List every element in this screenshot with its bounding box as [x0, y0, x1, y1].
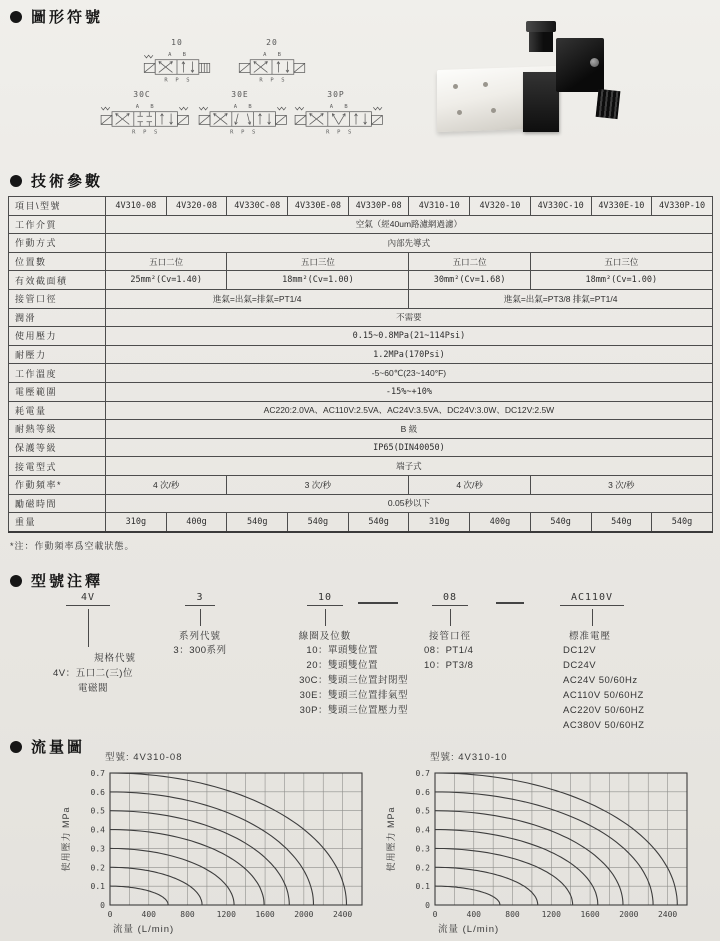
svg-text:0.4: 0.4 [90, 825, 105, 835]
spec-cell: B 級 [106, 420, 713, 439]
svg-text:0.1: 0.1 [415, 882, 430, 892]
svg-text:400: 400 [141, 910, 156, 919]
svg-text:R: R [326, 129, 330, 136]
legend-item: 電磁閥 [77, 683, 108, 694]
spec-cell: 五口三位 [530, 252, 712, 271]
legend-connector-line [88, 609, 89, 647]
legend-item: AC110V 50/60HZ [563, 690, 644, 701]
legend-items-voltage [563, 643, 644, 733]
spec-row-label: 潤滑 [9, 308, 106, 327]
flow-chart-svg [380, 746, 710, 941]
spec-model-header: 4V310-08 [106, 197, 167, 216]
svg-text:P: P [337, 129, 341, 136]
svg-text:A: A [135, 104, 140, 111]
y-axis-label: 使用壓力 MPa [386, 806, 396, 872]
spec-cell: 400g [166, 513, 227, 532]
svg-text:S: S [347, 129, 352, 136]
table-row [9, 494, 713, 513]
spec-row-label: 接管口徑 [9, 289, 106, 308]
table-row [9, 364, 713, 383]
table-header-row [9, 197, 713, 216]
spec-cell: IP65(DIN40050) [106, 438, 713, 457]
legend-item: 3：300系列 [173, 645, 227, 656]
legend-item: 4V：五口二(三)位 [53, 668, 133, 679]
spec-cell: 540g [652, 513, 713, 532]
table-row [9, 457, 713, 476]
table-row [9, 308, 713, 327]
legend-group-title-series: 系列代號 [178, 631, 221, 642]
spec-model-header: 4V320-08 [166, 197, 227, 216]
spec-row-label: 電壓範圍 [9, 382, 106, 401]
legend-items-series [152, 643, 248, 658]
legend-item: AC24V 50/60Hz [563, 675, 638, 686]
svg-text:S: S [186, 77, 190, 84]
legend-item: 10 ：單頭雙位置 [306, 645, 379, 656]
svg-text:0.3: 0.3 [415, 844, 430, 854]
model-code-port: 08 [432, 592, 468, 606]
spec-row-label: 工作溫度 [9, 364, 106, 383]
spec-cell: 0.15~0.8MPa(21~114Psi) [106, 327, 713, 346]
section-title: 型號注釋 [31, 573, 104, 590]
legend-connector-line [592, 609, 593, 626]
table-row [9, 215, 713, 234]
spec-model-header: 4V330C-10 [530, 197, 591, 216]
model-code-series: 3 [185, 592, 215, 606]
spec-cell: 4 次/秒 [409, 475, 530, 494]
symbol-label: 20 [266, 38, 278, 47]
symbol-label: 30P [327, 90, 345, 99]
svg-text:2000: 2000 [294, 910, 314, 919]
legend-connector-line [450, 609, 451, 626]
table-row [9, 438, 713, 457]
legend-item: 08：PT1/4 [424, 645, 474, 656]
spec-row-label: 位置數 [9, 252, 106, 271]
cable-gland [596, 89, 621, 119]
svg-text:2000: 2000 [619, 910, 639, 919]
spec-cell: 0.05秒以下 [106, 494, 713, 513]
spec-cell: 1.2MPa(170Psi) [106, 345, 713, 364]
spec-cell: 18mm²(Cv=1.00) [227, 271, 409, 290]
spec-cell: 五口三位 [227, 252, 409, 271]
svg-text:0: 0 [425, 901, 430, 910]
svg-text:0: 0 [100, 901, 105, 910]
svg-text:0.2: 0.2 [415, 863, 430, 873]
legend-items-coil [292, 643, 422, 718]
flow-chart-4v310-10 [380, 746, 710, 941]
spec-row-label: 使用壓力 [9, 327, 106, 346]
spec-cell: 3 次/秒 [227, 475, 409, 494]
svg-text:P: P [143, 129, 147, 136]
spec-cell: -15%~+10% [106, 382, 713, 401]
legend-connector-line [325, 609, 326, 626]
spec-cell: 不需要 [106, 308, 713, 327]
valve-symbol-svg [190, 99, 290, 139]
svg-text:B: B [248, 104, 252, 111]
section-title: 技術參數 [31, 173, 104, 190]
spec-model-header: 4V310-10 [409, 197, 470, 216]
spec-cell: 進氣=出氣=PT3/8 排氣=PT1/4 [409, 289, 712, 308]
table-row [9, 420, 713, 439]
svg-text:A: A [168, 52, 172, 59]
section-title: 圖形符號 [31, 9, 104, 26]
svg-text:0.7: 0.7 [90, 769, 105, 778]
spec-cell: 3 次/秒 [530, 475, 712, 494]
spec-row-label: 工作介質 [9, 215, 106, 234]
flow-curve [110, 773, 347, 905]
svg-text:S: S [281, 77, 285, 84]
svg-text:800: 800 [180, 910, 195, 919]
svg-text:800: 800 [505, 910, 520, 919]
spec-cell: AC220:2.0VA、AC110V:2.5VA、AC24V:3.5VA、DC24V:3.0W、DC12V:2.5W [106, 401, 713, 420]
spec-cell: 25mm²(Cv=1.40) [106, 271, 227, 290]
flow-curve [110, 811, 289, 905]
manual-override-nut [526, 21, 556, 32]
svg-text:P: P [175, 77, 179, 84]
model-code-separator [358, 602, 398, 604]
port-hole [453, 84, 458, 89]
spec-cell: -5~60℃(23~140°F) [106, 364, 713, 383]
bullet-icon [10, 11, 22, 23]
legend-item: 30E ：雙頭三位置排氣型 [299, 690, 409, 701]
model-code-voltage: AC110V [560, 592, 624, 606]
svg-text:2400: 2400 [332, 910, 353, 919]
bullet-icon [10, 741, 22, 753]
svg-text:0.2: 0.2 [90, 863, 105, 873]
spec-cell: 540g [348, 513, 409, 532]
valve-symbol-svg [286, 99, 386, 139]
spec-model-header: 4V330P-10 [652, 197, 713, 216]
model-code-legend [0, 588, 720, 736]
port-hole [491, 108, 496, 113]
svg-text:400: 400 [466, 910, 481, 919]
spec-row-label: 耗電量 [9, 401, 106, 420]
flow-curve [435, 886, 500, 905]
svg-text:A: A [329, 104, 334, 111]
table-row [9, 327, 713, 346]
svg-text:0.6: 0.6 [415, 787, 430, 797]
section-header-tech-params [10, 170, 103, 191]
spec-cell: 內部先導式 [106, 234, 713, 253]
spec-row-label: 勵磁時間 [9, 494, 106, 513]
table-footnote: *注：作動頻率爲空載狀態。 [10, 541, 135, 551]
svg-text:0: 0 [432, 910, 438, 919]
svg-text:B: B [150, 104, 154, 111]
spec-cell: 540g [288, 513, 349, 532]
spec-row-label: 重量 [9, 513, 106, 532]
svg-text:S: S [251, 129, 256, 136]
svg-text:0: 0 [107, 910, 113, 919]
valve-symbol-30P [286, 90, 386, 139]
legend-connector-line [200, 609, 201, 626]
svg-text:0.7: 0.7 [415, 769, 430, 778]
legend-item: 10：PT3/8 [424, 660, 474, 671]
svg-text:A: A [263, 52, 267, 59]
spec-cell: 五口二位 [409, 252, 530, 271]
legend-item: 30P ：雙頭三位置壓力型 [299, 705, 409, 716]
spec-cell: 310g [409, 513, 470, 532]
spec-cell: 30mm²(Cv=1.68) [409, 271, 530, 290]
model-code-spec: 4V [66, 592, 110, 606]
spec-row-label: 耐壓力 [9, 345, 106, 364]
spec-cell: 310g [106, 513, 167, 532]
svg-text:1200: 1200 [541, 910, 561, 919]
legend-item: AC220V 50/60HZ [563, 705, 645, 716]
spec-model-header: 4V330C-08 [227, 197, 288, 216]
legend-group-title-spec: 規格代號 [93, 653, 136, 664]
svg-text:2400: 2400 [657, 910, 678, 919]
spec-cell: 400g [470, 513, 531, 532]
coil-badge [590, 58, 599, 67]
spec-model-header: 4V320-10 [470, 197, 531, 216]
svg-text:0.5: 0.5 [90, 806, 105, 816]
svg-text:0.6: 0.6 [90, 787, 105, 797]
spec-row-label: 作動方式 [9, 234, 106, 253]
legend-items-port [424, 643, 473, 673]
legend-item: DC12V [563, 645, 597, 656]
svg-text:0.4: 0.4 [415, 825, 430, 835]
svg-text:P: P [270, 77, 274, 84]
symbol-label: 30C [133, 90, 151, 99]
section-title: 流量圖 [31, 739, 86, 756]
spec-model-header: 4V330E-08 [288, 197, 349, 216]
symbol-label: 10 [171, 38, 183, 47]
legend-group-title-coil: 線圈及位數 [298, 631, 352, 642]
spec-cell: 4 次/秒 [106, 475, 227, 494]
chart-title: 型號: 4V310-10 [430, 752, 508, 763]
spec-model-header: 4V330P-08 [348, 197, 409, 216]
spec-row-label: 接電型式 [9, 457, 106, 476]
svg-text:0.1: 0.1 [90, 882, 105, 892]
model-code-coil: 10 [307, 592, 343, 606]
spec-cell: 18mm²(Cv=1.00) [530, 271, 712, 290]
legend-group-title-voltage: 標准電壓 [568, 631, 611, 642]
model-code-separator [496, 602, 524, 604]
table-row [9, 252, 713, 271]
table-row [9, 475, 713, 494]
svg-text:P: P [241, 129, 245, 136]
bullet-icon [10, 175, 22, 187]
valve-symbol-svg [92, 99, 192, 139]
valve-symbol-10 [127, 38, 227, 87]
table-row [9, 289, 713, 308]
table-row [9, 234, 713, 253]
legend-items-spec [33, 666, 153, 696]
table-row [9, 401, 713, 420]
spec-cell: 端子式 [106, 457, 713, 476]
spec-cell: 540g [591, 513, 652, 532]
legend-group-title-port: 接管口徑 [428, 631, 471, 642]
svg-text:0.5: 0.5 [415, 806, 430, 816]
svg-text:R: R [132, 129, 136, 136]
symbol-label: 30E [231, 90, 249, 99]
svg-text:R: R [164, 77, 168, 84]
flow-chart-4v310-08 [55, 746, 385, 941]
svg-text:0.3: 0.3 [90, 844, 105, 854]
valve-symbol-30C [92, 90, 192, 139]
valve-end-block [523, 72, 559, 132]
svg-text:1600: 1600 [255, 910, 275, 919]
table-row [9, 271, 713, 290]
spec-row-label: 有效截面積 [9, 271, 106, 290]
svg-text:R: R [230, 129, 234, 136]
spec-row-label: 作動頻率* [9, 475, 106, 494]
svg-text:1200: 1200 [216, 910, 236, 919]
flow-chart-svg [55, 746, 385, 941]
spec-cell: 540g [227, 513, 288, 532]
spec-model-header: 4V330E-10 [591, 197, 652, 216]
svg-text:B: B [344, 104, 348, 111]
valve-symbol-svg [222, 47, 322, 87]
x-axis-label: 流量 (L/min) [438, 924, 500, 935]
legend-item: 20 ：雙頭雙位置 [306, 660, 379, 671]
spec-cell: 進氣=出氣=排氣=PT1/4 [106, 289, 409, 308]
y-axis-label: 使用壓力 MPa [61, 806, 71, 872]
svg-text:S: S [153, 129, 158, 136]
x-axis-label: 流量 (L/min) [113, 924, 175, 935]
chart-title: 型號: 4V310-08 [105, 752, 183, 763]
svg-text:1600: 1600 [580, 910, 600, 919]
spec-corner-label: 項目\型號 [9, 197, 106, 216]
spec-row-label: 保護等級 [9, 438, 106, 457]
bullet-icon [10, 575, 22, 587]
legend-item: 30C ：雙頭三位置封閉型 [299, 675, 409, 686]
spec-cell: 540g [530, 513, 591, 532]
port-hole [457, 110, 462, 115]
legend-item: AC380V 50/60HZ [563, 720, 645, 731]
table-row [9, 382, 713, 401]
section-header-graphic-symbols [10, 6, 103, 27]
valve-symbol-20 [222, 38, 322, 87]
spec-row-label: 耐熱等級 [9, 420, 106, 439]
port-hole [483, 82, 488, 87]
flow-curve [110, 886, 168, 905]
product-photo-solenoid-valve [435, 26, 630, 144]
spec-cell: 五口二位 [106, 252, 227, 271]
flow-curve [435, 773, 677, 905]
svg-text:B: B [277, 52, 281, 59]
spec-cell: 空氣（經40um路濾網過濾） [106, 215, 713, 234]
valve-symbol-svg [127, 47, 227, 87]
svg-text:R: R [259, 77, 263, 84]
table-row [9, 345, 713, 364]
svg-text:A: A [233, 104, 238, 111]
specs-table [8, 196, 713, 533]
valve-symbol-30E [190, 90, 290, 139]
svg-text:B: B [182, 52, 186, 59]
legend-item: DC24V [563, 660, 597, 671]
table-row [9, 513, 713, 532]
